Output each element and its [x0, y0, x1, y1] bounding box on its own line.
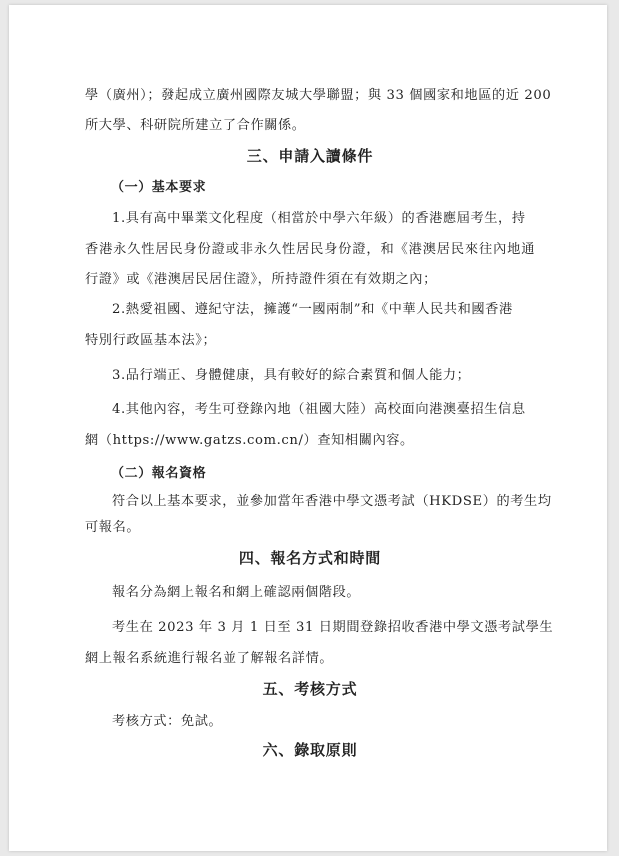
paragraph-line: 可報名。: [85, 520, 141, 535]
paragraph-line: 學（廣州）；發起成立廣州國際友城大學聯盟；與 33 個國家和地區的近 200: [85, 88, 552, 103]
paragraph-line: 香港永久性居民身份證或非永久性居民身份證，和《港澳居民來往內地通: [85, 242, 535, 257]
document-page: [9, 5, 607, 851]
paragraph-line: 網（https://www.gatzs.com.cn/）查知相關內容。: [85, 433, 414, 448]
paragraph-line: 特別行政區基本法》；: [85, 333, 217, 348]
paragraph-line: 行證》或《港澳居民居住證》，所持證件須在有效期之內；: [85, 272, 437, 287]
paragraph-line: 報名分為網上報名和網上確認兩個階段。: [112, 585, 361, 600]
paragraph-line: 所大學、科研院所建立了合作關係。: [85, 118, 306, 133]
subsection-heading-eligibility: （二）報名資格: [111, 466, 207, 481]
paragraph-line: 符合以上基本要求，並參加當年香港中學文憑考試（HKDSE）的考生均: [112, 494, 552, 509]
paragraph-line: 2.熱愛祖國、遵紀守法，擁護“一國兩制”和《中華人民共和國香港: [112, 302, 513, 317]
section-heading-6: 六、錄取原則: [262, 741, 358, 759]
subsection-heading-basic-requirements: （一）基本要求: [111, 180, 207, 195]
paragraph-line: 考生在 2023 年 3 月 1 日至 31 日期間登錄招收香港中學文憑考試學生: [112, 620, 554, 635]
paragraph-line: 考核方式：免試。: [112, 714, 223, 729]
section-heading-5: 五、考核方式: [262, 680, 358, 698]
paragraph-line: 網上報名系統進行報名並了解報名詳情。: [85, 651, 334, 666]
paragraph-line: 1.具有高中畢業文化程度（相當於中學六年級）的香港應屆考生，持: [112, 211, 526, 226]
paragraph-line: 4.其他內容，考生可登錄內地（祖國大陸）高校面向港澳臺招生信息: [112, 402, 526, 417]
section-heading-4: 四、報名方式和時間: [238, 549, 382, 567]
section-heading-3: 三、申請入讀條件: [246, 147, 374, 165]
paragraph-line: 3.品行端正、身體健康，具有較好的綜合素質和個人能力；: [112, 368, 471, 383]
